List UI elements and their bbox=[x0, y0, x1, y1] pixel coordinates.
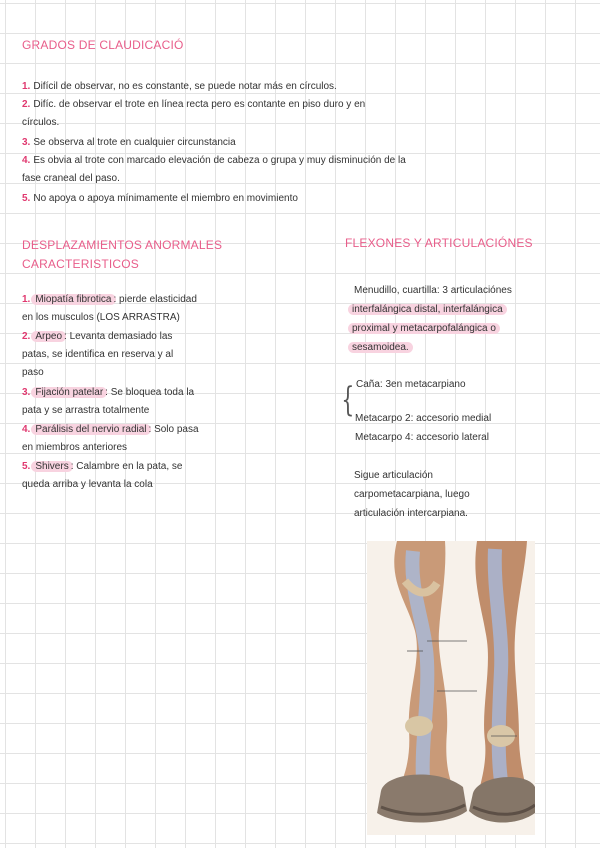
desplaz-1: 1. Miopatía fibrotica : pierde elasticidad bbox=[22, 294, 197, 305]
flexones-heading: FLEXONES Y ARTICULACIÓNES bbox=[345, 236, 533, 250]
desplaz-2-cont-b: paso bbox=[22, 367, 44, 378]
grado-5: 5. No apoya o apoya mínimamente el miembro en movimiento bbox=[22, 193, 298, 204]
desplaz-2: 2. Arpeo : Levanta demasiado las bbox=[22, 331, 173, 342]
brace-icon: { bbox=[341, 380, 355, 420]
metacarpo-4: Metacarpo 4: accesorio lateral bbox=[355, 432, 489, 443]
desplaz-4-cont: en miembros anteriores bbox=[22, 442, 128, 453]
metacarpo-2: Metacarpo 2: accesorio medial bbox=[355, 413, 492, 424]
grado-1: 1. Difícil de observar, no es constante, se puede notar más en círculos. bbox=[22, 81, 337, 92]
sigue-line-1: Sigue articulación bbox=[354, 470, 433, 481]
desplaz-1-cont: en los musculos (LOS ARRASTRA) bbox=[22, 312, 180, 323]
articulaciones-line-2: proximal y metacarpofalángica o bbox=[350, 320, 498, 338]
grado-2: 2. Difíc. de observar el trote en línea recta pero es contante en piso duro y en bbox=[22, 99, 366, 110]
sigue-line-3: articulación intercarpiana. bbox=[354, 508, 468, 519]
grados-heading: GRADOS DE CLAUDICACIÓ bbox=[22, 38, 184, 52]
desplazamientos-heading: DESPLAZAMIENTOS ANORMALES CARACTERISTICOS bbox=[22, 238, 223, 271]
desplaz-5-cont: queda arriba y levanta la cola bbox=[22, 479, 153, 490]
horse-leg-anatomy-image bbox=[367, 541, 535, 835]
desplaz-4: 4. Parálisis del nervio radial : Solo pasa bbox=[22, 424, 199, 435]
grado-3: 3. Se observa al trote en cualquier circunstancia bbox=[22, 137, 236, 148]
desplaz-5: 5. Shivers : Calambre en la pata, se bbox=[22, 461, 183, 472]
grado-2-cont: círculos. bbox=[22, 117, 60, 128]
sigue-line-2: carpometacarpiana, luego bbox=[354, 489, 470, 500]
articulaciones-line-1: interfalángica distal, interfalángica bbox=[350, 301, 505, 319]
articulaciones-line-3: sesamoidea. bbox=[350, 339, 411, 357]
menudillo-line: Menudillo, cuartilla: 3 articulaciónes bbox=[354, 285, 512, 296]
desplaz-3: 3. Fijación patelar : Se bloquea toda la bbox=[22, 387, 195, 398]
desplaz-3-cont: pata y se arrastra totalmente bbox=[22, 405, 150, 416]
grado-4: 4. Es obvia al trote con marcado elevación de cabeza o grupa y muy disminución de la bbox=[22, 155, 406, 166]
desplaz-2-cont-a: patas, se identifica en reserva y al bbox=[22, 349, 174, 360]
cana-line: Caña: 3en metacarpiano bbox=[356, 379, 466, 390]
grado-4-cont: fase craneal del paso. bbox=[22, 173, 120, 184]
